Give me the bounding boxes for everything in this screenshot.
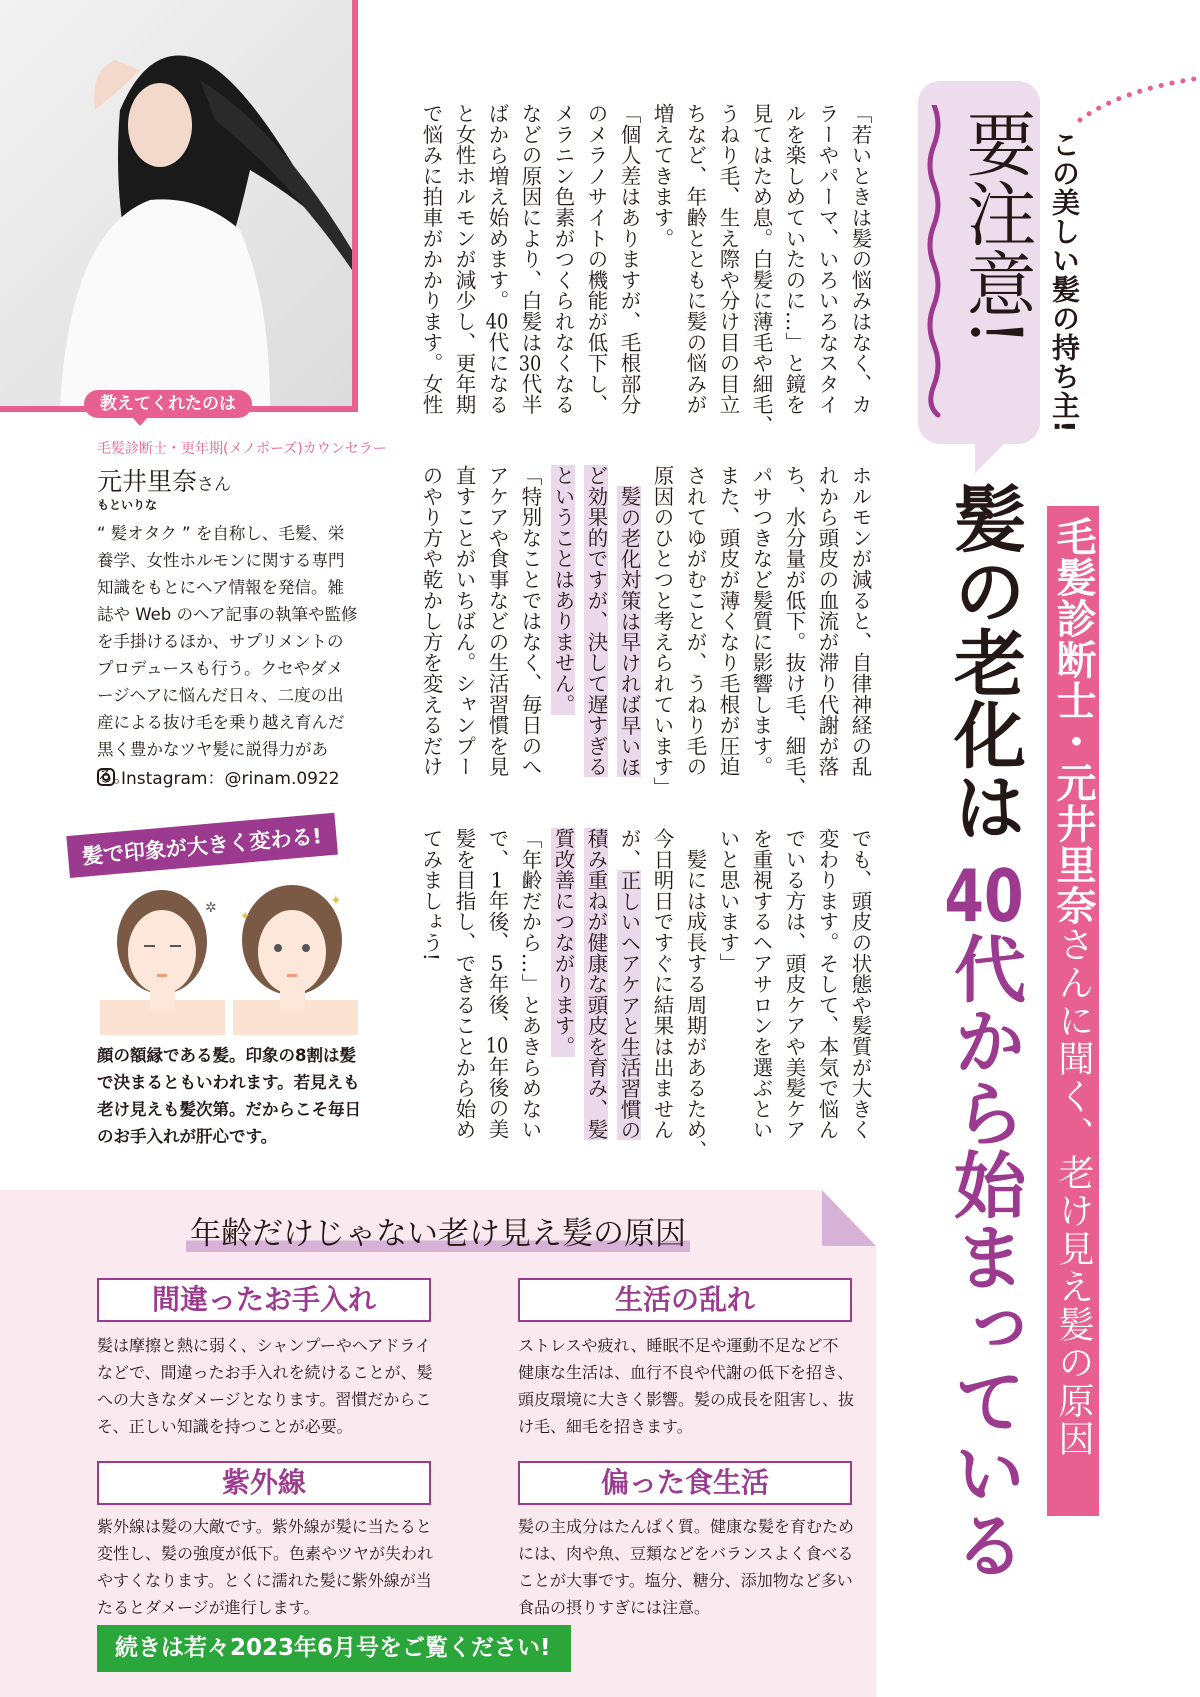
text-column xyxy=(711,103,744,423)
text-column xyxy=(810,465,843,785)
body-text-block-1 xyxy=(414,103,876,436)
instagram-icon xyxy=(97,768,115,786)
band-text: さんに聞く、老け見え髪の原因 xyxy=(1053,926,1094,1458)
text-column xyxy=(744,465,777,785)
text-column xyxy=(843,103,876,423)
text-column xyxy=(777,828,810,1148)
text-run: 正しいヘアケアと生活習慣の xyxy=(617,869,641,1141)
svg-text:✲: ✲ xyxy=(205,900,217,916)
text-run: ち、水分量が低下。抜け毛、細毛、 xyxy=(782,465,806,798)
wavy-line-decoration xyxy=(924,105,944,425)
cause-heading-3: 紫外線 xyxy=(97,1461,431,1505)
sub-heading: この美しい髪の持ち主! xyxy=(1048,130,1081,434)
text-column xyxy=(678,465,711,785)
body-text-block-2 xyxy=(414,465,876,798)
number-text: 40 xyxy=(485,311,509,332)
illustration-banner: 髪で印象が大きく変わる! xyxy=(66,813,337,878)
text-run: 髪の老化対策は早ければ早いほ xyxy=(617,485,641,778)
text-run: 年後の美 xyxy=(485,1055,509,1140)
text-column xyxy=(612,103,645,423)
causes-title-text: 年齢だけじゃない老け見え髪の原因 xyxy=(186,1216,690,1252)
text-run: のメラノサイトの機能が低下し、 xyxy=(584,103,608,415)
svg-text:✦: ✦ xyxy=(240,909,251,923)
text-column xyxy=(513,828,546,1148)
text-run: メラニン色素がつくられなくなる xyxy=(551,103,575,415)
text-run: ど効果的ですが、決して遅すぎる xyxy=(584,465,608,777)
continue-reading-banner[interactable]: 続きは若々2023年6月号をご覧ください! xyxy=(97,1625,571,1672)
profile-photo xyxy=(0,0,352,406)
text-run: 年後、 xyxy=(485,973,509,1036)
title-rest: 代から始まっている xyxy=(942,932,1026,1580)
cause-text-1: 髪は摩擦と熱に弱く、シャンプーやヘアドライなどで、間違ったお手入れを続けることが、髪への大きなダメージとなります。習慣だからこそ、正しい知識を持つことが必要。 xyxy=(97,1336,433,1436)
text-column xyxy=(645,828,678,1148)
text-run: パサつきなど髪質に影響します。 xyxy=(749,465,773,777)
text-column xyxy=(744,828,777,1148)
text-run: アケアや食事などの生活習慣を見 xyxy=(485,465,509,777)
caution-heading: 要注意! xyxy=(955,108,1037,347)
text-run: 原因のひとつと考えられています」 xyxy=(650,465,674,798)
cause-text-4: 髪の主成分はたんぱく質。健康な髪を育むためには、肉や魚、豆類などをバランスよく食べることが大事です。塩分、糖分、添加物など多い食品の摂りすぎには注意。 xyxy=(518,1517,855,1617)
highlighted-text xyxy=(617,486,641,777)
text-run: と女性ホルモンが減少し、更年期 xyxy=(452,103,476,415)
text-run: 代半 xyxy=(518,373,542,415)
text-column xyxy=(480,103,513,423)
text-column xyxy=(744,103,777,436)
causes-title xyxy=(0,1208,876,1253)
text-column xyxy=(579,828,612,1148)
text-run: 質改善につながります。 xyxy=(551,828,575,1057)
text-column xyxy=(810,103,843,423)
text-column xyxy=(843,828,876,1148)
text-run: れから頭皮の血流が滞り代謝が落 xyxy=(815,465,839,777)
text-column xyxy=(513,465,546,785)
article-subtitle-band xyxy=(1047,506,1099,1516)
main-title-part-1: 髪の老化は xyxy=(942,482,1027,842)
svg-text:✦: ✦ xyxy=(330,893,342,909)
text-column xyxy=(645,465,678,798)
text-run: 増えてきます。 xyxy=(650,103,674,249)
text-run: 髪には成長する周期があるため、 xyxy=(683,828,707,1161)
text-run: でいる方は、頭皮ケアや美髪ケア xyxy=(782,828,806,1140)
text-run: 今日明日ですぐに結果は出ません xyxy=(650,828,674,1140)
highlighted-text xyxy=(617,870,641,1140)
text-column xyxy=(678,828,711,1161)
profile-bio: “ 髪オタク ” を自称し、毛髪、栄養学、女性ホルモンに関する専門知識をもとにヘア情報を発信。雑誌や Web のヘア記事の執筆や監修を手掛けるほか、サプリメントのプロデュースも行う。クセやダメージヘアに悩んだ日々、二度の出産による抜け毛を乗り越え育んだ黒く豊かなツヤ髪に説得力がある。 xyxy=(97,524,358,786)
text-column xyxy=(447,465,480,785)
text-run: また、頭皮が薄くなり毛根が圧迫 xyxy=(716,465,740,777)
highlighted-text xyxy=(584,465,608,777)
photo-frame xyxy=(352,0,358,412)
text-run: ばから増え始めます。 xyxy=(485,103,509,311)
number-text: 1 xyxy=(490,869,504,891)
cause-heading-1: 間違ったお手入れ xyxy=(97,1278,431,1322)
text-column xyxy=(513,103,546,423)
text-column xyxy=(612,828,645,1148)
before-after-faces-illustration xyxy=(100,880,358,1035)
number-text: 5 xyxy=(490,952,504,974)
text-run: 髪を目指し、できることから始め xyxy=(452,828,476,1140)
instagram-link[interactable] xyxy=(97,764,340,789)
title-number: 40 xyxy=(944,860,1024,932)
text-column xyxy=(447,103,480,423)
text-run: いと思います」 xyxy=(716,828,740,974)
text-run: 見てはため息。白髪に薄毛や細毛、 xyxy=(749,103,773,436)
name-text: 元井里奈 xyxy=(97,467,198,496)
text-column xyxy=(810,828,843,1148)
honorific: さん xyxy=(197,475,232,495)
profile-reading: もといりな xyxy=(97,498,158,512)
text-column xyxy=(843,465,876,785)
text-run: が、 xyxy=(617,828,641,870)
text-run: のやり方や乾かし方を変えるだけ xyxy=(419,465,443,777)
text-column xyxy=(414,828,447,1148)
text-column xyxy=(777,103,810,423)
text-run: 直すことがいちばん。シャンプー xyxy=(452,465,476,777)
text-column xyxy=(711,828,744,1148)
text-column xyxy=(678,103,711,423)
text-run: てみましょう! xyxy=(419,828,443,962)
cause-text-3: 紫外線は髪の大敵です。紫外線が髪に当たると変性し、髪の強度が低下。色素やツヤが失われやすくなります。とくに濡れた髪に紫外線が当たるとダメージが進行します。 xyxy=(97,1517,434,1617)
text-run: 年後、 xyxy=(485,890,509,953)
text-run: を重視するヘアサロンを選ぶとい xyxy=(749,828,773,1140)
number-text: 10 xyxy=(485,1035,509,1056)
main-title-part-2 xyxy=(944,860,1024,1580)
text-run xyxy=(617,465,641,486)
cause-heading-4: 偏った食生活 xyxy=(518,1461,852,1505)
profile-name xyxy=(97,462,231,498)
highlighted-text xyxy=(551,828,575,1057)
text-column xyxy=(777,465,810,798)
text-run: で悩みに拍車がかかります。女性 xyxy=(419,103,443,415)
text-column xyxy=(414,465,447,785)
text-column xyxy=(480,465,513,785)
text-run: などの原因により、白髪は xyxy=(518,103,542,353)
text-column xyxy=(480,828,513,1148)
text-run: されてゆがむことが、うねり毛の xyxy=(683,465,707,777)
text-run: ルを楽しめていたのに…」と鏡を xyxy=(782,103,806,415)
cause-heading-2: 生活の乱れ xyxy=(518,1278,852,1322)
band-bold-text: 毛髪診断士・元井里奈 xyxy=(1050,516,1096,926)
text-column xyxy=(579,465,612,785)
text-column xyxy=(579,103,612,423)
text-run: 代になる xyxy=(485,331,509,415)
highlighted-text xyxy=(584,828,608,1140)
intro-badge: 教えてくれたのは xyxy=(84,390,252,418)
text-column xyxy=(546,103,579,423)
text-run: 積み重ねが健康な頭皮を育み、髪 xyxy=(584,828,608,1140)
text-run: 「年齢だから…」とあきらめない xyxy=(518,828,542,1140)
text-run: うねり毛、生え際や分け目の目立 xyxy=(716,103,740,415)
instagram-handle: Instagram：@rinam.0922 xyxy=(121,769,340,789)
text-run: ちなど、年齢とともに髪の悩みが xyxy=(683,103,707,415)
text-run: でも、頭皮の状態や髪質が大きく xyxy=(848,828,872,1140)
text-run: 「個人差はありますが、毛根部分 xyxy=(617,103,641,415)
text-run: 「特別なことではなく、毎日のへ xyxy=(518,465,542,777)
text-column xyxy=(546,828,579,1148)
text-run: ということはありません。 xyxy=(551,465,575,715)
cause-text-2: ストレスや疲れ、睡眠不足や運動不足など不健康な生活は、血行不良や代謝の低下を招き、頭皮環境に大きく影響。髪の成長を阻害し、抜け毛、細毛を招きます。 xyxy=(518,1336,855,1436)
text-column xyxy=(546,465,579,785)
text-column xyxy=(447,828,480,1148)
woman-portrait-image xyxy=(0,0,352,406)
text-run: ラーやパーマ、いろいろなスタイ xyxy=(815,103,839,415)
text-column xyxy=(711,465,744,785)
speech-bubble-tail xyxy=(975,443,1005,473)
dotted-curve-decoration xyxy=(1060,60,1200,130)
text-column xyxy=(612,465,645,785)
text-column xyxy=(414,103,447,423)
text-column xyxy=(645,103,678,423)
text-run: ホルモンが減ると、自律神経の乱 xyxy=(848,465,872,777)
highlighted-text xyxy=(551,465,575,715)
profile-title: 毛髪診断士・更年期(メノポーズ)カウンセラー xyxy=(97,441,387,457)
body-text-block-3 xyxy=(414,828,876,1161)
text-run: で、 xyxy=(485,828,509,870)
text-run: 変わります。そして、本気で悩ん xyxy=(815,828,839,1140)
illustration-caption: 顔の額縁である髪。印象の8割は髪で決まるともいわれます。若見えも老け見えも髪次第。だからこそ毎日のお手入れが肝心です。 xyxy=(97,1046,361,1146)
number-text: 30 xyxy=(518,352,542,374)
text-run: 「若いときは髪の悩みはなく、カ xyxy=(848,103,872,415)
